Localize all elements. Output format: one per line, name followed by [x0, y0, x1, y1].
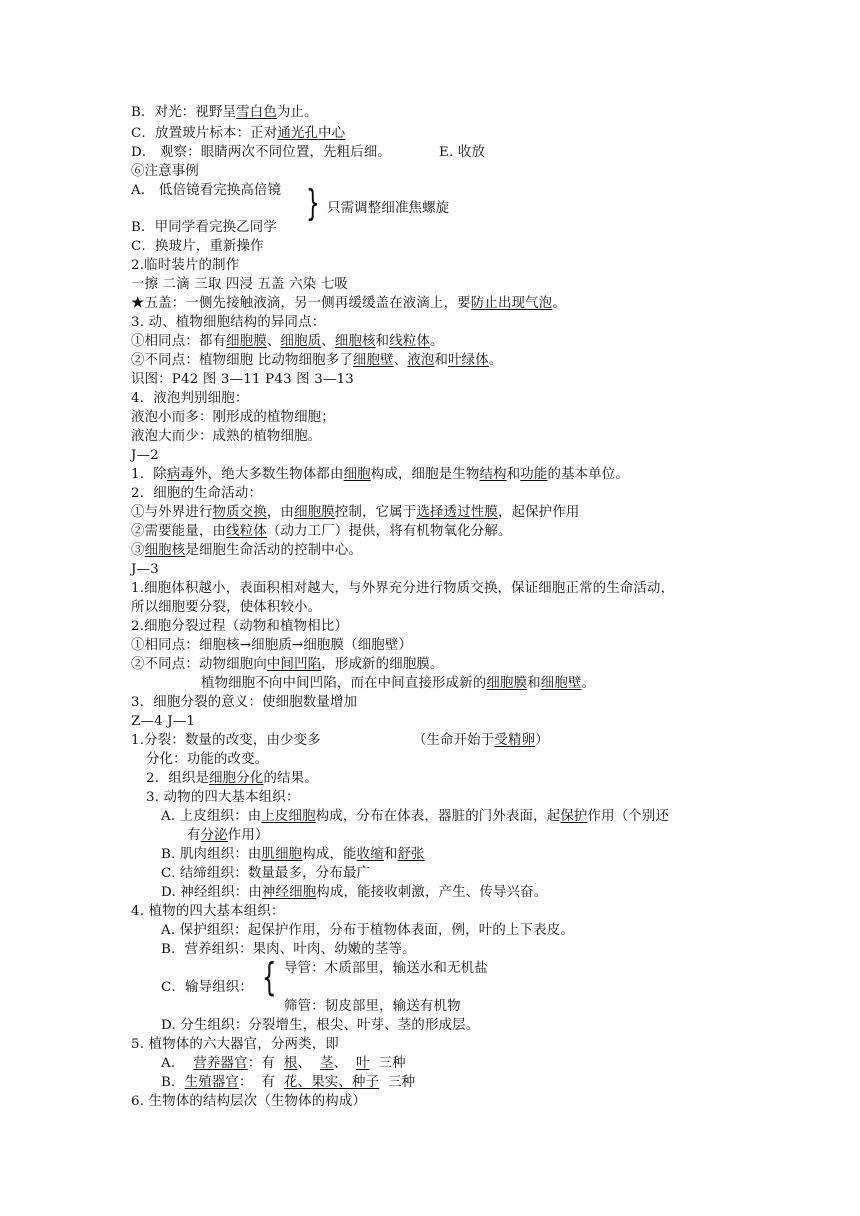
- line-temp-slide-heading: 2.临时装片的制作: [131, 258, 240, 273]
- line-vacuole-heading: 4．液泡判别细胞：: [131, 391, 249, 406]
- line-organs-heading: 5. 植物体的六大器官，分两类，即: [131, 1037, 339, 1052]
- text: 为止。: [276, 105, 318, 120]
- line-tissue-origin: [146, 769, 318, 788]
- underlined-term: 结构: [479, 467, 507, 482]
- underlined-term: 细胞核: [334, 334, 376, 349]
- underlined-term: 细胞: [343, 467, 371, 482]
- text: D. 神经组织：由: [161, 885, 262, 900]
- text: 和: [527, 676, 541, 691]
- line-vegetative-organs: [161, 1054, 406, 1073]
- text: 有: [187, 828, 201, 843]
- text: 构成，能接收刺激，产生、传导兴奋。: [316, 885, 548, 900]
- underlined-term: 叶绿体: [448, 353, 489, 368]
- underlined-term: 细胞膜: [294, 505, 335, 520]
- line-conducting: C．输导组织：: [161, 980, 253, 995]
- line-brace-note: 只需调整细准焦螺旋: [327, 201, 450, 216]
- text: ★五盖：一侧先接触液滴，另一侧再缓缓盖在液滴上，要: [131, 296, 471, 311]
- underlined-term: 细胞质: [280, 334, 322, 349]
- underlined-term: 分泌: [200, 828, 228, 843]
- text: ①与外界进行: [131, 505, 213, 520]
- text: 、: [321, 334, 335, 349]
- line-figure-ref: 识图：P42 图 3—11 P43 图 3—13: [131, 372, 355, 387]
- text: 2．组织是: [146, 771, 210, 786]
- line-division-diff-plant: [201, 674, 595, 693]
- underlined-term: 线粒体: [226, 524, 267, 539]
- line-division-diff-animal: [131, 655, 444, 674]
- text: ②需要能量，由: [131, 524, 227, 539]
- underlined-term: 舒张: [397, 847, 425, 862]
- line-protective: A. 保护组织：起保护作用，分布于植物体表面，例，叶的上下表皮。: [161, 923, 574, 938]
- text: 。: [581, 676, 596, 691]
- line-division-process: 2.细胞分裂过程（动物和植物相比）: [131, 619, 349, 634]
- text: ，由: [266, 505, 295, 520]
- text: ①相同点：都有: [131, 334, 227, 349]
- line-vessel: 导管：木质部里，输送水和无机盐: [284, 961, 488, 976]
- line-division: [131, 731, 549, 750]
- line-plant-tissues-heading: 4. 植物的四大基本组织：: [131, 904, 285, 919]
- text: ，起保护作用: [497, 505, 580, 520]
- text: 和: [434, 353, 449, 368]
- text: 1．除: [131, 467, 167, 482]
- line-nutritive: B．营养组织：果肉、叶肉、幼嫩的茎等。: [161, 942, 416, 957]
- line-cell-size-1: 1.细胞体积越小，表面积相对越大，与外界充分进行物质交换，保证细胞正常的生命活动，: [131, 581, 675, 596]
- line-c-change-slide: C．换玻片，重新操作: [131, 239, 264, 254]
- underlined-term: 细胞核: [144, 543, 186, 558]
- text: ②不同点：植物细胞 比动物细胞多了: [131, 353, 353, 368]
- underlined-term: 物质交换: [212, 505, 267, 520]
- text: 构成，能: [302, 847, 357, 862]
- text: 、: [266, 334, 281, 349]
- underlined-term: 选择透过性膜: [416, 505, 498, 520]
- underlined-term: 受精卵: [494, 733, 536, 748]
- line-cell-structure-heading: 3. 动、植物细胞结构的异同点：: [131, 315, 326, 330]
- text: 的基本单位。: [547, 467, 630, 482]
- line-connective: C. 结缔组织：数量最多，分布最广: [161, 866, 371, 881]
- underlined-term: 肌细胞: [261, 847, 303, 862]
- text: E. 收放: [439, 145, 486, 160]
- text: 1.分裂：数量的改变，由少变多: [131, 733, 321, 748]
- text: （动力工厂）提供，将有机物氧化分解。: [266, 524, 512, 539]
- text: ③: [131, 543, 145, 558]
- underlined-term: 细胞壁: [352, 353, 394, 368]
- line-meristem: D. 分生组织：分裂增生，根尖、叶芽、茎的形成层。: [161, 1018, 480, 1033]
- line-life-activity-heading: 2．细胞的生命活动：: [131, 486, 263, 501]
- line-vacuole-small: 液泡小而多：刚形成的植物细胞；: [131, 410, 335, 425]
- line-cover-step: [131, 294, 566, 313]
- underlined-term: 根: [283, 1056, 298, 1071]
- line-division-same: ①相同点：细胞核→细胞质→细胞膜（细胞壁）: [131, 638, 413, 653]
- text: D． 观察：眼睛两次不同位置，先粗后细。: [131, 145, 392, 160]
- text: 。: [430, 334, 444, 349]
- text: 。: [488, 353, 503, 368]
- line-nucleus: [131, 541, 362, 560]
- underlined-term: 通光孔中心: [277, 126, 346, 141]
- text: A．: [161, 1056, 194, 1071]
- line-muscle: [161, 845, 425, 864]
- underlined-term: 雪白色: [236, 105, 277, 120]
- line-animal-tissues-heading: 3. 动物的四大基本组织：: [146, 790, 300, 805]
- line-c-place-slide: [131, 124, 345, 143]
- underlined-term: 线粒体: [389, 334, 431, 349]
- line-sieve-tube: 筛管：韧皮部里，输送有机物: [284, 999, 461, 1014]
- text: 的结果。: [263, 771, 318, 786]
- line-nervous: [161, 883, 547, 902]
- text: 、: [297, 1056, 320, 1071]
- underlined-term: 中间凹陷: [266, 657, 322, 672]
- line-b-swap-student: B．甲同学看完换乙同学: [131, 220, 277, 235]
- underlined-term: 营养器官: [193, 1056, 248, 1071]
- underlined-term: 液泡: [407, 353, 435, 368]
- line-notes-heading: ⑥注意事例: [131, 164, 199, 179]
- underlined-term: 上皮细胞: [261, 809, 316, 824]
- text: 、: [333, 1056, 357, 1071]
- underlined-term: 病毒: [166, 467, 195, 482]
- text: 三种: [379, 1075, 416, 1090]
- section-j2: J—2: [131, 448, 159, 463]
- underlined-term: 功能: [520, 467, 548, 482]
- line-cell-size-2: 所以细胞要分裂，使体积较小。: [131, 600, 322, 615]
- text: 和: [506, 467, 521, 482]
- text: B．: [161, 1075, 185, 1090]
- text: 外，绝大多数生物体都由: [194, 467, 344, 482]
- underlined-term: 细胞分化: [209, 771, 264, 786]
- underlined-term: 叶: [356, 1056, 370, 1071]
- underlined-term: 茎: [319, 1056, 334, 1071]
- underlined-term: 细胞膜: [226, 334, 267, 349]
- text: B. 肌肉组织：由: [161, 847, 262, 862]
- line-differences: [131, 351, 502, 370]
- text: 是细胞生命活动的控制中心。: [185, 543, 363, 558]
- text: 三种: [369, 1056, 406, 1071]
- line-similarities: [131, 332, 444, 351]
- section-j3: J—3: [131, 562, 159, 577]
- text: ，形成新的细胞膜。: [321, 657, 444, 672]
- line-epithelial: [161, 807, 669, 826]
- text: A. 上皮组织：由: [161, 809, 262, 824]
- underlined-term: 生殖器官: [184, 1075, 240, 1090]
- text: 。: [552, 296, 566, 311]
- text: 作用）: [227, 828, 269, 843]
- line-differentiation: 分化：功能的改变。: [146, 752, 269, 767]
- text: ）: [535, 733, 549, 748]
- line-d-observe: [131, 143, 485, 162]
- text: 作用（个别还: [587, 809, 670, 824]
- left-brace-icon: {: [262, 955, 277, 999]
- text: ：有: [247, 1056, 284, 1071]
- line-seven-steps: 一擦 二滴 三取 四浸 五盖 六染 七吸: [131, 277, 349, 292]
- text: 、: [393, 353, 408, 368]
- line-structure-levels: 6. 生物体的结构层次（生物体的构成）: [131, 1094, 367, 1109]
- text: 构成，细胞是生物: [370, 467, 480, 482]
- line-b-light: [131, 103, 318, 122]
- section-z4-j1: Z—4 J—1: [131, 714, 196, 729]
- text: 和: [383, 847, 398, 862]
- line-division-meaning: 3．细胞分裂的意义：使细胞数量增加: [131, 695, 358, 710]
- right-brace-icon: }: [306, 183, 320, 224]
- underlined-term: 细胞膜: [486, 676, 528, 691]
- text: C．放置玻片标本：正对: [131, 126, 278, 141]
- text: B．对光：视野呈: [131, 105, 237, 120]
- line-reproductive-organs: [161, 1073, 415, 1092]
- text: （生命开始于: [412, 733, 495, 748]
- line-epithelial-cont: [187, 826, 269, 845]
- text: 和: [375, 334, 390, 349]
- line-vacuole-large: 液泡大而少：成熟的植物细胞。: [131, 429, 322, 444]
- line-a-low-to-high: A． 低倍镜看完换高倍镜: [131, 183, 282, 198]
- underlined-term: 防止出现气泡: [470, 296, 553, 311]
- text: 构成，分布在体表，器脏的门外表面，起: [315, 809, 561, 824]
- underlined-term: 收缩: [356, 847, 384, 862]
- line-exchange: [131, 503, 580, 522]
- underlined-term: 花、果实、种子: [284, 1075, 380, 1090]
- underlined-term: 保护: [560, 809, 588, 824]
- line-energy: [131, 522, 512, 541]
- underlined-term: 细胞壁: [540, 676, 582, 691]
- text: 植物细胞不向中间凹陷，而在中间直接形成新的: [201, 676, 487, 691]
- text: ②不同点：动物细胞向: [131, 657, 267, 672]
- underlined-term: 神经细胞: [261, 885, 317, 900]
- text: 控制，它属于: [334, 505, 417, 520]
- text: ： 有: [239, 1075, 285, 1090]
- line-cell-unit: [131, 465, 629, 484]
